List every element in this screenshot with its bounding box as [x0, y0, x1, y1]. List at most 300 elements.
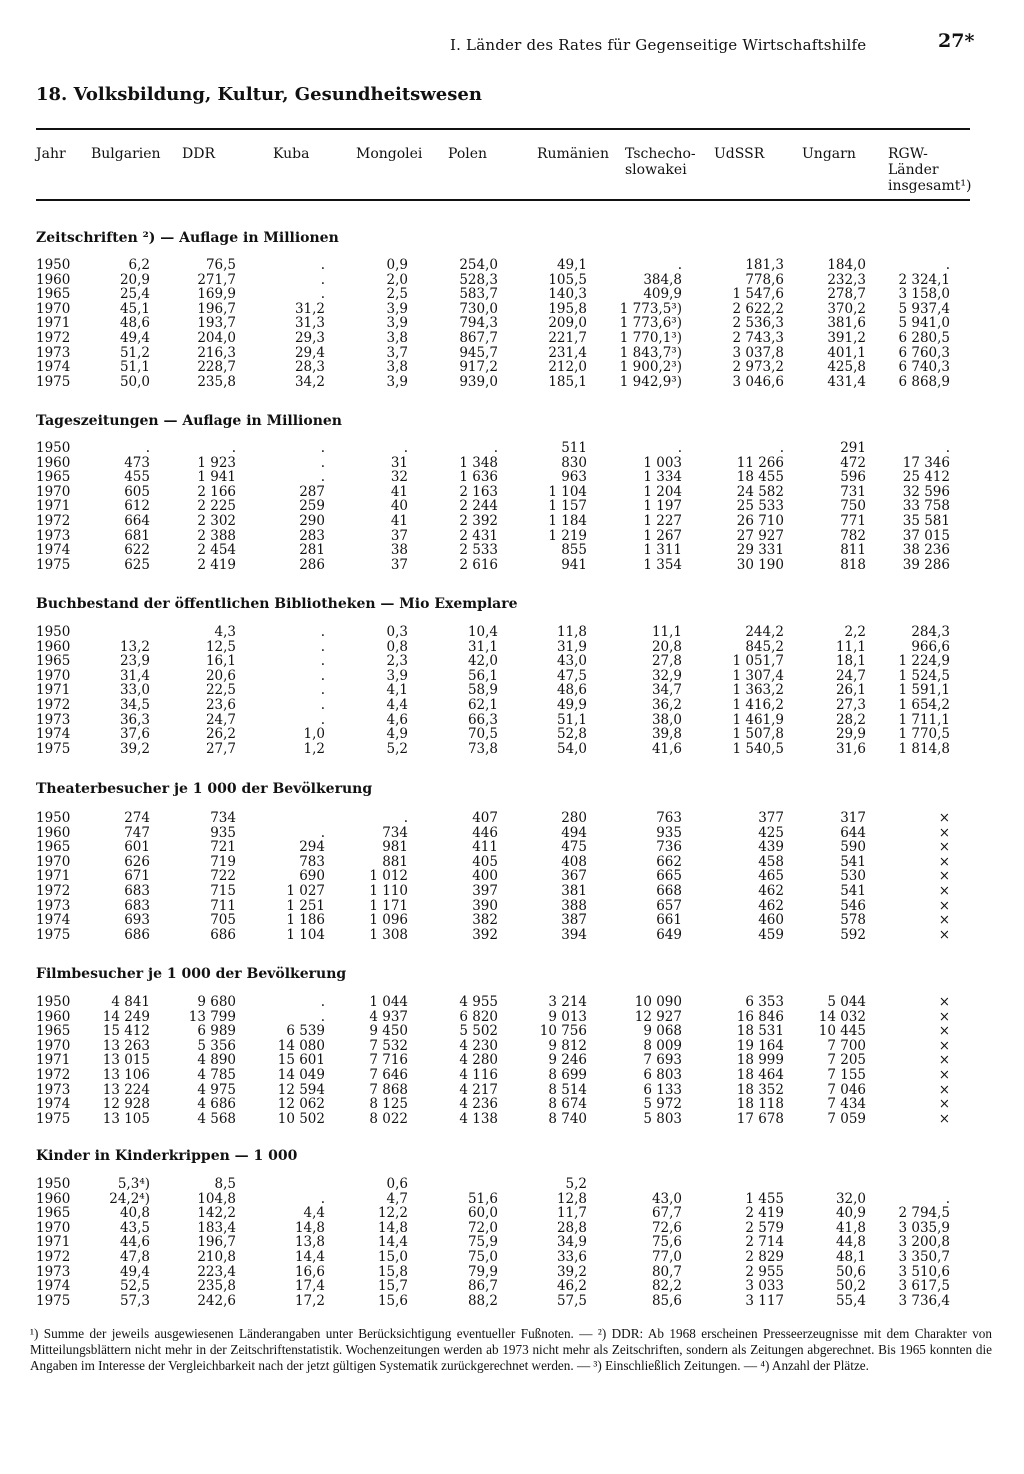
section-title: Kinder in Kinderkrippen — 1 000: [36, 1148, 298, 1164]
cell-udssr: 26 710: [736, 512, 784, 529]
cell-mongolei: 2,3: [386, 653, 408, 670]
cell-polen: 917,2: [459, 359, 498, 376]
cell-bulgarien: 40,8: [119, 1205, 150, 1222]
table-row: [0, 1097, 1024, 1112]
table-row: [0, 1221, 1024, 1236]
cell-ungarn: 596: [840, 469, 866, 486]
cell-year: 1975: [36, 1110, 71, 1127]
cell-tschechoslowakei: 7 693: [643, 1052, 682, 1069]
cell-polen: 58,9: [467, 682, 498, 699]
cell-kuba: 28,3: [294, 359, 325, 376]
cell-rgw: 37 015: [902, 527, 950, 544]
cell-ddr: 711: [210, 897, 236, 914]
cell-rumaenien: 388: [561, 897, 587, 914]
cell-tschechoslowakei: 1 843,7³): [619, 344, 682, 361]
cell-tschechoslowakei: 661: [656, 912, 682, 929]
cell-rgw: 3 200,8: [898, 1234, 950, 1251]
cell-polen: 2 533: [459, 542, 498, 559]
cell-ddr: 228,7: [197, 359, 236, 376]
cell-polen: 42,0: [467, 653, 498, 670]
cell-tschechoslowakei: 8 009: [643, 1037, 682, 1054]
cell-mongolei: 41: [390, 512, 408, 529]
cell-bulgarien: 601: [124, 839, 150, 856]
cell-tschechoslowakei: 20,8: [651, 638, 682, 655]
cell-bulgarien: 625: [124, 556, 150, 573]
cell-tschechoslowakei: 935: [656, 824, 682, 841]
cell-rgw: ×: [938, 897, 950, 914]
cell-year: 1965: [36, 286, 71, 303]
cell-udssr: .: [779, 440, 784, 456]
cell-tschechoslowakei: .: [677, 440, 682, 456]
cell-udssr: 29 331: [736, 542, 784, 559]
cell-polen: 730,0: [459, 300, 498, 317]
cell-udssr: 465: [758, 868, 784, 885]
cell-polen: 4 230: [459, 1037, 498, 1054]
cell-mongolei: 3,7: [386, 344, 408, 361]
cell-polen: 528,3: [459, 271, 498, 288]
table-row: [0, 331, 1024, 346]
table-row: [0, 360, 1024, 375]
cell-tschechoslowakei: 1 773,5³): [619, 300, 682, 317]
cell-polen: 411: [472, 839, 498, 856]
cell-ddr: 1 941: [197, 469, 236, 486]
cell-udssr: 17 678: [736, 1110, 784, 1127]
cell-tschechoslowakei: 1 267: [643, 527, 682, 544]
cell-bulgarien: 15 412: [102, 1023, 150, 1040]
cell-rumaenien: 1 184: [548, 512, 587, 529]
table-row: [0, 855, 1024, 870]
cell-tschechoslowakei: 384,8: [643, 271, 682, 288]
cell-tschechoslowakei: 6 803: [643, 1066, 682, 1083]
cell-ddr: 8,5: [214, 1176, 236, 1192]
table-row: [0, 1250, 1024, 1265]
cell-bulgarien: 44,6: [119, 1234, 150, 1251]
cell-ddr: 24,7: [205, 711, 236, 728]
cell-polen: 4 116: [459, 1066, 498, 1083]
cell-tschechoslowakei: 665: [656, 868, 682, 885]
cell-udssr: 778,6: [745, 271, 784, 288]
cell-rumaenien: 9 246: [548, 1052, 587, 1069]
cell-rgw: ×: [938, 1081, 950, 1098]
cell-ungarn: 811: [840, 542, 866, 559]
cell-ungarn: 750: [840, 498, 866, 515]
cell-polen: 405: [472, 853, 498, 870]
table-row: [0, 1235, 1024, 1250]
cell-udssr: 460: [758, 912, 784, 929]
cell-rgw: 6 868,9: [898, 373, 950, 390]
cell-udssr: 244,2: [745, 624, 784, 640]
cell-polen: 62,1: [467, 696, 498, 713]
column-header-tschechoslowakei: [625, 146, 696, 178]
cell-rgw: ×: [938, 1037, 950, 1054]
cell-bulgarien: 51,1: [119, 359, 150, 376]
cell-polen: 6 820: [459, 1008, 498, 1025]
cell-ddr: 196,7: [197, 300, 236, 317]
cell-udssr: 462: [758, 882, 784, 899]
table-row: [0, 840, 1024, 855]
cell-rumaenien: 231,4: [548, 344, 587, 361]
cell-tschechoslowakei: 34,7: [651, 682, 682, 699]
cell-rgw: 1 524,5: [898, 667, 950, 684]
cell-ungarn: 184,0: [827, 257, 866, 273]
column-header-tschechoslowakei-line1: Tschecho-: [625, 146, 696, 162]
cell-year: 1960: [36, 1190, 71, 1207]
cell-polen: 72,0: [467, 1219, 498, 1236]
cell-year: 1972: [36, 882, 71, 899]
cell-ddr: 23,6: [205, 696, 236, 713]
cell-rumaenien: 31,9: [556, 638, 587, 655]
cell-ungarn: 44,8: [835, 1234, 866, 1251]
cell-ungarn: 590: [840, 839, 866, 856]
cell-bulgarien: 13 105: [102, 1110, 150, 1127]
cell-rgw: 17 346: [902, 454, 950, 471]
cell-ddr: 719: [210, 853, 236, 870]
cell-tschechoslowakei: 736: [656, 839, 682, 856]
cell-bulgarien: 34,5: [119, 696, 150, 713]
cell-udssr: 18 118: [736, 1096, 784, 1113]
cell-ungarn: 592: [840, 926, 866, 943]
cell-rumaenien: 33,6: [556, 1248, 587, 1265]
cell-polen: 86,7: [467, 1278, 498, 1295]
cell-udssr: 18 531: [736, 1023, 784, 1040]
cell-bulgarien: 626: [124, 853, 150, 870]
table-row: [0, 1068, 1024, 1083]
cell-rgw: 1 814,8: [898, 740, 950, 757]
cell-kuba: .: [320, 696, 325, 713]
cell-year: 1970: [36, 1037, 71, 1054]
cell-kuba: 14,8: [294, 1219, 325, 1236]
cell-kuba: 294: [299, 839, 325, 856]
cell-udssr: 19 164: [736, 1037, 784, 1054]
cell-year: 1960: [36, 271, 71, 288]
cell-polen: 794,3: [459, 315, 498, 332]
cell-ungarn: 782: [840, 527, 866, 544]
cell-year: 1960: [36, 454, 71, 471]
cell-mongolei: 1 044: [369, 994, 408, 1010]
cell-year: 1950: [36, 1176, 71, 1192]
cell-bulgarien: 20,9: [119, 271, 150, 288]
cell-rgw: .: [945, 1190, 950, 1207]
cell-polen: 392: [472, 926, 498, 943]
cell-polen: 939,0: [459, 373, 498, 390]
cell-ungarn: 14 032: [818, 1008, 866, 1025]
cell-year: 1965: [36, 1023, 71, 1040]
cell-mongolei: 7 646: [369, 1066, 408, 1083]
header-rule-top: [36, 128, 970, 130]
cell-ddr: 27,7: [205, 740, 236, 757]
section-rows: [0, 441, 1024, 572]
cell-polen: 5 502: [459, 1023, 498, 1040]
table-title: 18. Volksbildung, Kultur, Gesundheitswesen: [36, 84, 482, 105]
cell-kuba: 783: [299, 853, 325, 870]
cell-mongolei: 14,4: [377, 1234, 408, 1251]
cell-ddr: 104,8: [197, 1190, 236, 1207]
cell-year: 1972: [36, 329, 71, 346]
cell-udssr: 6 353: [745, 994, 784, 1010]
cell-mongolei: 0,9: [386, 257, 408, 273]
cell-rgw: ×: [938, 882, 950, 899]
cell-ddr: 705: [210, 912, 236, 929]
cell-udssr: 2 829: [745, 1248, 784, 1265]
cell-bulgarien: 37,6: [119, 726, 150, 743]
cell-year: 1970: [36, 483, 71, 500]
cell-ungarn: 317: [840, 810, 866, 826]
table-row: [0, 529, 1024, 544]
cell-udssr: 2 743,3: [732, 329, 784, 346]
cell-udssr: 27 927: [736, 527, 784, 544]
table-row: [0, 899, 1024, 914]
cell-ddr: 16,1: [205, 653, 236, 670]
cell-mongolei: 9 450: [369, 1023, 408, 1040]
cell-tschechoslowakei: 32,9: [651, 667, 682, 684]
cell-mongolei: 4 937: [369, 1008, 408, 1025]
cell-kuba: .: [320, 653, 325, 670]
table-row: [0, 316, 1024, 331]
cell-year: 1971: [36, 315, 71, 332]
cell-udssr: 3 037,8: [732, 344, 784, 361]
cell-bulgarien: 52,5: [119, 1278, 150, 1295]
cell-polen: 1 636: [459, 469, 498, 486]
cell-udssr: 1 455: [745, 1190, 784, 1207]
cell-kuba: 290: [299, 512, 325, 529]
cell-kuba: 690: [299, 868, 325, 885]
cell-polen: 73,8: [467, 740, 498, 757]
cell-rgw: 33 758: [902, 498, 950, 515]
cell-ddr: 715: [210, 882, 236, 899]
cell-rumaenien: 54,0: [556, 740, 587, 757]
section-title: Zeitschriften ²) — Auflage in Millionen: [36, 230, 339, 246]
cell-ddr: 4 568: [197, 1110, 236, 1127]
cell-year: 1971: [36, 682, 71, 699]
cell-mongolei: 4,4: [386, 696, 408, 713]
cell-rumaenien: 48,6: [556, 682, 587, 699]
cell-udssr: 1 507,8: [732, 726, 784, 743]
table-row: [0, 543, 1024, 558]
cell-ungarn: 401,1: [827, 344, 866, 361]
cell-udssr: 11 266: [736, 454, 784, 471]
cell-polen: 10,4: [467, 624, 498, 640]
cell-year: 1960: [36, 1008, 71, 1025]
cell-year: 1960: [36, 638, 71, 655]
cell-mongolei: 7 716: [369, 1052, 408, 1069]
cell-ungarn: 2,2: [844, 624, 866, 640]
cell-tschechoslowakei: 409,9: [643, 286, 682, 303]
cell-udssr: 18 464: [736, 1066, 784, 1083]
cell-tschechoslowakei: 39,8: [651, 726, 682, 743]
cell-tschechoslowakei: 662: [656, 853, 682, 870]
cell-bulgarien: 48,6: [119, 315, 150, 332]
cell-bulgarien: 31,4: [119, 667, 150, 684]
cell-mongolei: 15,8: [377, 1263, 408, 1280]
cell-udssr: 18 999: [736, 1052, 784, 1069]
cell-bulgarien: 686: [124, 926, 150, 943]
cell-polen: 31,1: [467, 638, 498, 655]
cell-ungarn: 291: [840, 440, 866, 456]
cell-rumaenien: 9 013: [548, 1008, 587, 1025]
cell-udssr: 2 419: [745, 1205, 784, 1222]
cell-year: 1972: [36, 696, 71, 713]
cell-udssr: 462: [758, 897, 784, 914]
cell-bulgarien: .: [145, 440, 150, 456]
table-row: [0, 928, 1024, 943]
cell-rgw: 1 224,9: [898, 653, 950, 670]
cell-kuba: .: [320, 682, 325, 699]
cell-ddr: 2 419: [197, 556, 236, 573]
table-row: [0, 698, 1024, 713]
cell-ungarn: 7 046: [827, 1081, 866, 1098]
cell-ungarn: 425,8: [827, 359, 866, 376]
cell-polen: 4 280: [459, 1052, 498, 1069]
cell-polen: 2 392: [459, 512, 498, 529]
cell-rumaenien: 49,1: [556, 257, 587, 273]
cell-year: 1970: [36, 300, 71, 317]
cell-mongolei: 40: [390, 498, 408, 515]
cell-rgw: 6 760,3: [898, 344, 950, 361]
cell-rgw: ×: [938, 853, 950, 870]
cell-rumaenien: 34,9: [556, 1234, 587, 1251]
cell-polen: 4 217: [459, 1081, 498, 1098]
cell-ungarn: 10 445: [818, 1023, 866, 1040]
cell-mongolei: 12,2: [377, 1205, 408, 1222]
cell-year: 1975: [36, 926, 71, 943]
cell-ungarn: 5 044: [827, 994, 866, 1010]
column-header-ddr: DDR: [182, 146, 215, 162]
cell-ddr: 686: [210, 926, 236, 943]
cell-year: 1950: [36, 624, 71, 640]
cell-ddr: 2 388: [197, 527, 236, 544]
cell-bulgarien: 612: [124, 498, 150, 515]
cell-rgw: ×: [938, 810, 950, 826]
cell-tschechoslowakei: 85,6: [651, 1292, 682, 1309]
cell-ddr: 235,8: [197, 373, 236, 390]
cell-rumaenien: 5,2: [565, 1176, 587, 1192]
cell-udssr: 2 579: [745, 1219, 784, 1236]
cell-tschechoslowakei: 1 354: [643, 556, 682, 573]
cell-rgw: 3 350,7: [898, 1248, 950, 1265]
cell-ungarn: 48,1: [835, 1248, 866, 1265]
cell-mongolei: 3,8: [386, 329, 408, 346]
cell-rgw: ×: [938, 912, 950, 929]
cell-ungarn: 771: [840, 512, 866, 529]
cell-rgw: 1 591,1: [898, 682, 950, 699]
table-row: [0, 1177, 1024, 1192]
cell-kuba: 14,4: [294, 1248, 325, 1265]
cell-ddr: 2 166: [197, 483, 236, 500]
cell-bulgarien: 683: [124, 882, 150, 899]
cell-rumaenien: 830: [561, 454, 587, 471]
table-row: [0, 625, 1024, 640]
cell-kuba: .: [320, 624, 325, 640]
cell-rgw: 966,6: [911, 638, 950, 655]
cell-tschechoslowakei: 5 972: [643, 1096, 682, 1113]
cell-polen: 400: [472, 868, 498, 885]
cell-tschechoslowakei: 1 003: [643, 454, 682, 471]
cell-year: 1965: [36, 653, 71, 670]
cell-rgw: .: [945, 257, 950, 273]
cell-rgw: 5 941,0: [898, 315, 950, 332]
cell-rgw: ×: [938, 1023, 950, 1040]
cell-tschechoslowakei: 763: [656, 810, 682, 826]
cell-kuba: .: [320, 711, 325, 728]
table-row: [0, 683, 1024, 698]
cell-mongolei: 32: [390, 469, 408, 486]
cell-rgw: ×: [938, 1066, 950, 1083]
cell-ddr: 4 975: [197, 1081, 236, 1098]
cell-udssr: 439: [758, 839, 784, 856]
cell-polen: 2 244: [459, 498, 498, 515]
table-row: [0, 456, 1024, 471]
cell-ungarn: 32,0: [835, 1190, 866, 1207]
cell-bulgarien: 605: [124, 483, 150, 500]
cell-kuba: 1,0: [303, 726, 325, 743]
cell-year: 1972: [36, 1066, 71, 1083]
cell-tschechoslowakei: 1 942,9³): [619, 373, 682, 390]
cell-kuba: 17,2: [294, 1292, 325, 1309]
cell-year: 1975: [36, 1292, 71, 1309]
cell-mongolei: 4,1: [386, 682, 408, 699]
cell-polen: 382: [472, 912, 498, 929]
cell-ddr: 223,4: [197, 1263, 236, 1280]
cell-tschechoslowakei: 668: [656, 882, 682, 899]
cell-udssr: 1 416,2: [732, 696, 784, 713]
column-header-rumaenien: Rumänien: [537, 146, 609, 162]
cell-rumaenien: 280: [561, 810, 587, 826]
cell-mongolei: 3,9: [386, 300, 408, 317]
cell-rgw: ×: [938, 824, 950, 841]
cell-polen: 867,7: [459, 329, 498, 346]
cell-kuba: 31,2: [294, 300, 325, 317]
cell-bulgarien: 33,0: [119, 682, 150, 699]
cell-ungarn: 26,1: [835, 682, 866, 699]
column-header-ungarn: Ungarn: [802, 146, 856, 162]
cell-ddr: 9 680: [197, 994, 236, 1010]
cell-ungarn: 731: [840, 483, 866, 500]
cell-rgw: ×: [938, 994, 950, 1010]
column-header-rgw-line3: insgesamt¹): [888, 178, 972, 194]
cell-ungarn: 578: [840, 912, 866, 929]
cell-udssr: 1 051,7: [732, 653, 784, 670]
cell-kuba: 1 104: [286, 926, 325, 943]
cell-polen: 66,3: [467, 711, 498, 728]
cell-rgw: ×: [938, 839, 950, 856]
column-header-bulgarien: Bulgarien: [91, 146, 161, 162]
cell-rgw: 3 617,5: [898, 1278, 950, 1295]
cell-tschechoslowakei: 10 090: [634, 994, 682, 1010]
cell-ddr: 142,2: [197, 1205, 236, 1222]
cell-rumaenien: 51,1: [556, 711, 587, 728]
cell-kuba: 10 502: [277, 1110, 325, 1127]
cell-mongolei: 31: [390, 454, 408, 471]
cell-year: 1971: [36, 1234, 71, 1251]
table-row: [0, 1010, 1024, 1025]
cell-rumaenien: 8 514: [548, 1081, 587, 1098]
cell-mongolei: 7 532: [369, 1037, 408, 1054]
cell-ddr: 210,8: [197, 1248, 236, 1265]
cell-udssr: 377: [758, 810, 784, 826]
table-row: [0, 884, 1024, 899]
cell-udssr: 30 190: [736, 556, 784, 573]
cell-kuba: 12 062: [277, 1096, 325, 1113]
column-header-udssr: UdSSR: [714, 146, 765, 162]
cell-bulgarien: 24,2⁴): [109, 1190, 150, 1207]
cell-mongolei: 8 125: [369, 1096, 408, 1113]
cell-year: 1975: [36, 373, 71, 390]
cell-rumaenien: 212,0: [548, 359, 587, 376]
cell-mongolei: 0,6: [386, 1176, 408, 1192]
table-row: [0, 811, 1024, 826]
cell-ungarn: 31,6: [835, 740, 866, 757]
cell-kuba: 16,6: [294, 1263, 325, 1280]
